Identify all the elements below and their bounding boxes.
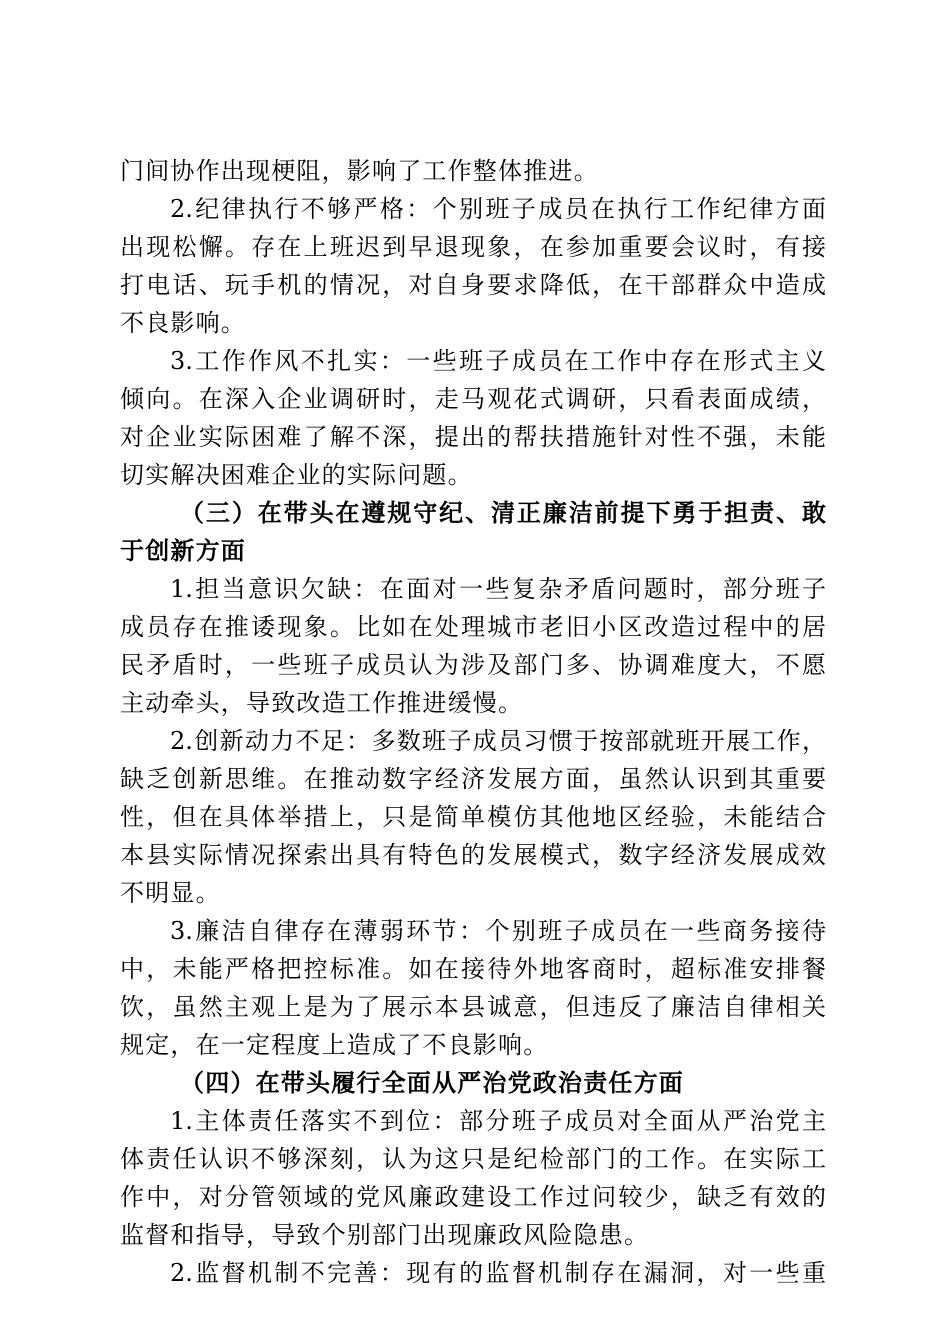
paragraph-line: 缺乏创新思维。在推动数字经济发展方面，虽然认识到其重要: [120, 765, 826, 793]
paragraph-line: 对企业实际困难了解不深，提出的帮扶措施针对性不强，未能: [120, 423, 826, 451]
item-heading-line: 1.主体责任落实不到位：部分班子成员对全面从严治党主: [170, 1107, 826, 1135]
item-heading-line: 2.纪律执行不够严格：个别班子成员在执行工作纪律方面: [170, 195, 826, 223]
paragraph-line: 民矛盾时，一些班子成员认为涉及部门多、协调难度大，不愿: [120, 651, 826, 679]
item-heading-line: 3.工作作风不扎实：一些班子成员在工作中存在形式主义: [170, 347, 826, 375]
item-heading-line: 2.创新动力不足：多数班子成员习惯于按部就班开展工作，: [170, 727, 826, 755]
item-heading-line: 1.担当意识欠缺：在面对一些复杂矛盾问题时，部分班子: [170, 575, 826, 603]
document-body: [120, 152, 826, 1292]
paragraph-line: 性，但在具体举措上，只是简单模仿其他地区经验，未能结合: [120, 803, 826, 831]
section-heading-line: 于创新方面: [120, 536, 246, 565]
section-heading-line: （三）在带头在遵规守纪、清正廉洁前提下勇于担责、敢: [180, 498, 826, 527]
paragraph-line: 打电话、玩手机的情况，对自身要求降低，在干部群众中造成: [120, 271, 826, 299]
item-heading-line: 2.监督机制不完善：现有的监督机制存在漏洞，对一些重: [170, 1259, 826, 1287]
paragraph-line: 体责任认识不够深刻，认为这只是纪检部门的工作。在实际工: [120, 1145, 826, 1173]
paragraph-line: 饮，虽然主观上是为了展示本县诚意，但违反了廉洁自律相关: [120, 993, 826, 1021]
paragraph-line: 倾向。在深入企业调研时，走马观花式调研，只看表面成绩，: [120, 385, 826, 413]
item-heading-line: 3.廉洁自律存在薄弱环节：个别班子成员在一些商务接待: [170, 917, 826, 945]
paragraph-line: 监督和指导，导致个别部门出现廉政风险隐患。: [120, 1221, 650, 1249]
paragraph-line: 不明显。: [120, 879, 221, 907]
paragraph-line: 本县实际情况探索出具有特色的发展模式，数字经济发展成效: [120, 841, 826, 869]
paragraph-line: 门间协作出现梗阻，影响了工作整体推进。: [120, 157, 599, 185]
paragraph-line: 规定，在一定程度上造成了不良影响。: [120, 1031, 549, 1059]
paragraph-line: 作中，对分管领域的党风廉政建设工作过问较少，缺乏有效的: [120, 1183, 826, 1211]
paragraph-line: 切实解决困难企业的实际问题。: [120, 461, 473, 489]
paragraph-line: 主动牵头，导致改造工作推进缓慢。: [120, 689, 524, 717]
section-heading-line: （四）在带头履行全面从严治党政治责任方面: [180, 1068, 684, 1097]
paragraph-line: 不良影响。: [120, 309, 246, 337]
paragraph-line: 出现松懈。存在上班迟到早退现象，在参加重要会议时，有接: [120, 233, 826, 261]
paragraph-line: 中，未能严格把控标准。如在接待外地客商时，超标准安排餐: [120, 955, 826, 983]
paragraph-line: 成员存在推诿现象。比如在处理城市老旧小区改造过程中的居: [120, 613, 826, 641]
